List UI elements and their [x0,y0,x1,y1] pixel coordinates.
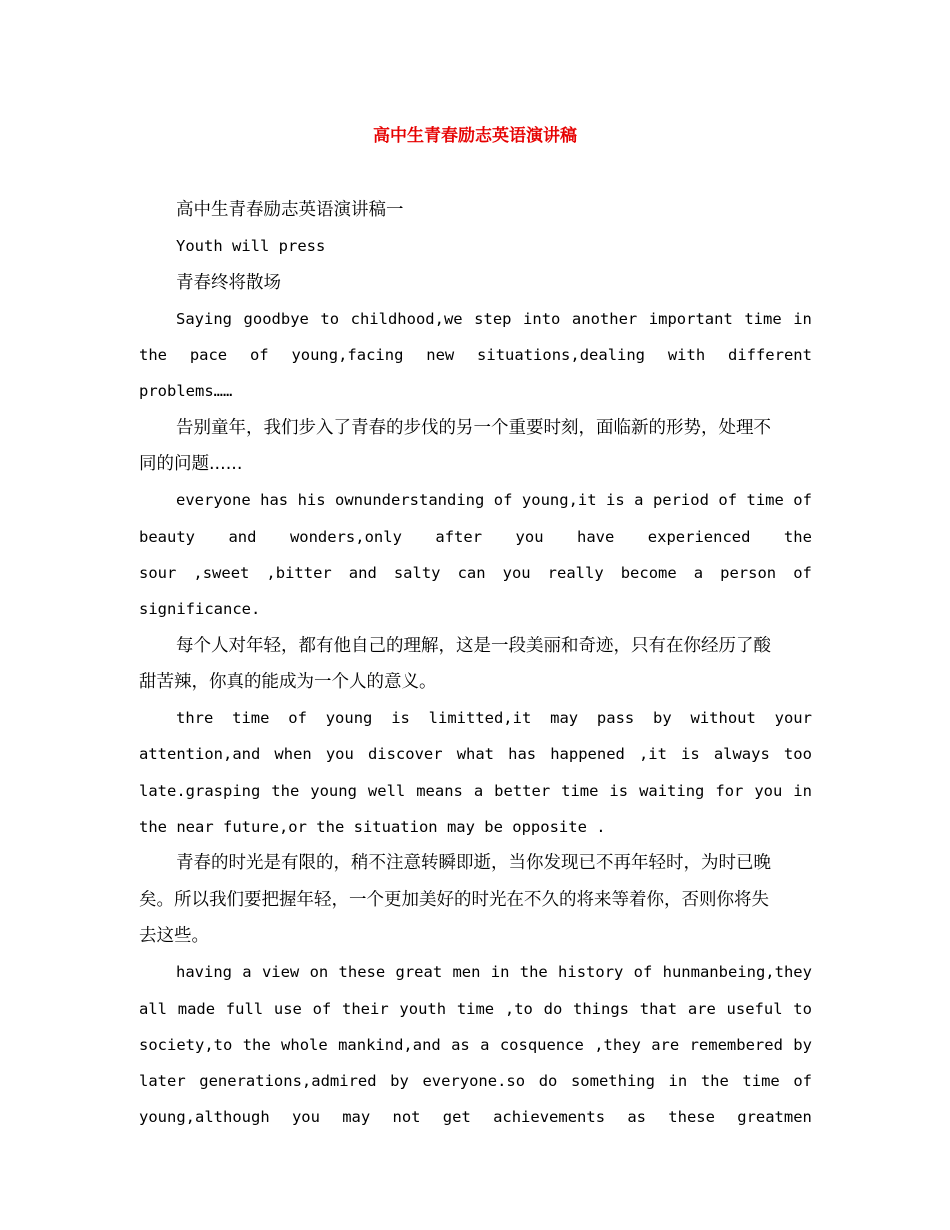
word: your [774,709,812,728]
word: sour [139,563,177,582]
word: step [474,309,512,328]
word: of [793,491,812,510]
line-text [139,991,812,1027]
paragraph-line [139,1027,812,1063]
word: can [457,563,486,582]
word: the [242,1035,271,1054]
word: wonders,only [289,527,402,546]
line-text [139,1099,812,1135]
word: you [502,563,531,582]
word: great [395,963,443,982]
word: history [558,963,624,982]
word: time [744,309,782,328]
word: the [271,781,300,800]
word: become [620,563,677,582]
word: beauty [139,527,195,546]
word: happened [550,745,625,764]
word: of [493,491,513,510]
word: may [342,1108,371,1127]
word: you [515,527,544,546]
word: his [297,491,326,510]
paragraph-line: 每个人对年轻，都有他自己的理解，这是一段美丽和奇迹，只有在你经历了酸 [176,635,771,656]
line-text [139,1063,812,1099]
word: everyone [176,491,251,510]
word: the [700,1072,729,1091]
word: achievements [493,1108,606,1127]
paragraph-line: significance. [139,600,261,619]
line-text [176,301,812,337]
word: young,facing [291,346,404,365]
word: do [543,999,563,1018]
word: of [249,346,269,365]
line-text [139,555,812,591]
word: ,it [638,745,667,764]
line-text [176,954,812,990]
word: another [571,309,638,328]
paragraph-line [139,337,812,373]
word: time [232,709,270,728]
document-title: 高中生青春励志英语演讲稿 [373,126,577,146]
word: whole [281,1035,328,1054]
word: well [367,781,406,800]
word: time [746,491,784,510]
line-text [139,773,812,809]
word: made [177,999,216,1018]
word: in [490,963,510,982]
word: is [391,709,410,728]
paragraph-line [139,700,812,736]
chinese-title: 青春终将散场 [176,272,281,293]
word: with [667,346,706,365]
word: are [687,999,716,1018]
paragraph-line [139,519,812,555]
word: when [274,745,312,764]
word: you [754,781,783,800]
word: on [309,963,329,982]
word: situations,dealing [477,346,646,365]
paragraph-line [139,773,812,809]
word: society,to [139,1035,233,1054]
word: these [338,963,386,982]
word: by [653,709,672,728]
word: by [390,1072,409,1091]
word: time [742,1072,780,1091]
word: in [793,309,812,328]
word: childhood,we [350,309,463,328]
line-text [176,700,812,736]
word: view [261,963,300,982]
word: the [783,527,812,546]
word: means [416,781,463,800]
paragraph-line [139,991,812,1027]
word: a [693,563,704,582]
word: thre [176,709,214,728]
word: as [451,1035,470,1054]
word: better [494,781,551,800]
paragraph-line: 告别童年，我们步入了青春的步伐的另一个重要时刻，面临新的形势，处理不 [176,417,771,438]
word: has [260,491,289,510]
word: late.grasping [139,781,261,800]
english-title: Youth will press [176,237,326,256]
word: has [508,745,537,764]
paragraph-line: 甜苦辣，你真的能成为一个人的意义。 [139,671,437,692]
word: different [727,346,812,365]
paragraph-line: 矣。所以我们要把握年轻，一个更加美好的时光在不久的将来等着你，否则你将失 [139,889,769,910]
word: get [442,1108,471,1127]
word: goodbye [243,309,309,328]
word: and [348,563,377,582]
word: all [139,999,167,1018]
word: by [793,1035,812,1054]
word: of [793,563,812,582]
word: of [793,1072,812,1091]
word: greatmen [737,1108,812,1127]
line-text [139,519,812,555]
word: generations,admired [199,1072,377,1091]
paragraph-line: 去这些。 [139,925,209,946]
word: without [690,709,756,728]
word: waiting [639,781,705,800]
word: time [456,999,495,1018]
word: young,it [521,491,597,510]
word: after [435,527,483,546]
word: of [312,999,332,1018]
paragraph-line [139,301,812,337]
paragraph-line [139,1063,812,1099]
word: to [320,309,340,328]
word: not [392,1108,421,1127]
document-body [139,192,812,1136]
word: have [577,527,615,546]
paragraph-line [139,555,812,591]
word: attention,and [139,745,261,764]
paragraph-line: problems…… [139,382,233,401]
line-text [139,736,812,772]
word: useful [726,999,783,1018]
word: for [715,781,744,800]
word: a [634,491,644,510]
word: their [342,999,389,1018]
line-text [139,337,812,373]
word: young [325,709,373,728]
line-text [139,1027,812,1063]
paragraph-line [139,736,812,772]
word: young [310,781,357,800]
word: always [713,745,770,764]
word: to [793,999,812,1018]
word: is [681,745,700,764]
word: in [793,781,812,800]
word: that [639,999,678,1018]
word: what [456,745,495,764]
word: may [550,709,579,728]
word: pace [189,346,228,365]
word: of [633,963,653,982]
word: these [668,1108,715,1127]
word: things [573,999,630,1018]
paragraph-line: 青春的时光是有限的，稍不注意转瞬即逝，当你发现已不再年轻时，为时已晚 [176,853,771,874]
word: the [519,963,548,982]
word: is [609,781,629,800]
word: having [176,963,232,982]
word: mankind,and [338,1035,441,1054]
paragraph-line: the near future,or the situation may be opposite . [139,818,606,837]
word: men [452,963,481,982]
word: new [426,346,455,365]
word: cosquence [499,1035,584,1054]
word: ownunderstanding [335,491,485,510]
word: youth [399,999,447,1018]
word: limitted,it [428,709,532,728]
word: ,bitter [266,563,332,582]
word: hunmanbeing,they [662,963,812,982]
word: use [273,999,302,1018]
word: discover [367,745,443,764]
word: do [538,1072,558,1091]
word: important [648,309,733,328]
word: a [480,1035,490,1054]
paragraph-line [139,1099,812,1135]
word: ,to [504,999,533,1018]
word: period [652,491,709,510]
paragraph-line [139,954,812,990]
word: you [325,745,354,764]
paragraph-line [139,482,812,518]
word: Saying [176,309,232,328]
word: is [606,491,625,510]
word: pass [596,709,635,728]
word: really [547,563,604,582]
word: time [561,781,599,800]
word: you [291,1108,320,1127]
word: are [651,1035,680,1054]
paragraph-line: 同的问题...... [139,454,243,475]
word: salty [393,563,441,582]
word: person [720,563,777,582]
word: full [225,999,264,1018]
word: experienced [647,527,751,546]
word: and [228,527,257,546]
word: remembered [689,1035,783,1054]
word: ,sweet [193,563,250,582]
word: of [718,491,738,510]
word: of [288,709,307,728]
word: too [783,745,812,764]
line-text [176,482,812,518]
word: a [473,781,484,800]
word: later [139,1072,186,1091]
section-heading: 高中生青春励志英语演讲稿一 [176,200,404,220]
word: in [668,1072,688,1091]
word: ,they [594,1035,641,1054]
word: everyone.so [422,1072,526,1091]
word: young,although [139,1108,270,1127]
word: into [523,309,561,328]
word: as [627,1108,646,1127]
word: the [139,346,167,365]
word: something [570,1072,655,1091]
word: a [242,963,252,982]
